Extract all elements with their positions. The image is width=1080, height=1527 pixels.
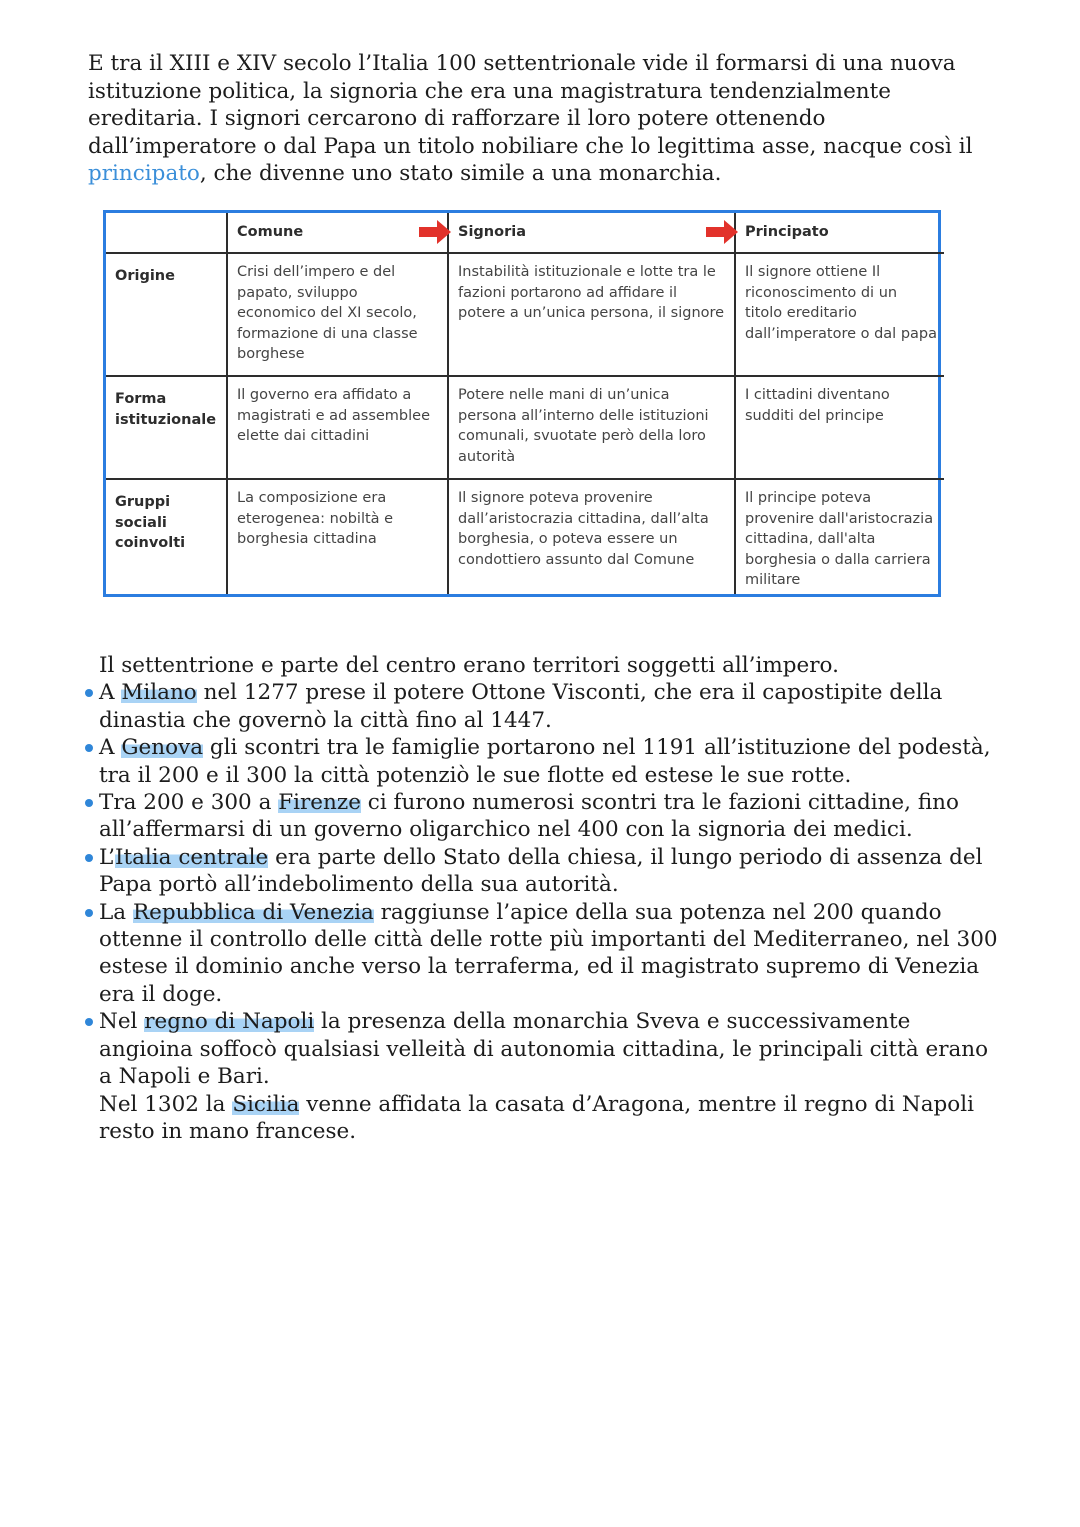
list-item xyxy=(86,899,1006,1009)
table-row xyxy=(106,479,944,594)
bullet-icon xyxy=(85,799,93,807)
arrow-right-icon xyxy=(706,220,738,244)
item-prefix: La xyxy=(99,899,133,925)
item-text: ci furono numerosi scontri tra le fazioni cittadine, fino all’affermarsi di un governo oligarchico nel 400 con la signoria dei medici. xyxy=(99,790,959,843)
item-prefix: Tra 200 e 300 a xyxy=(99,790,279,816)
highlight-napoli: regno di Napoli xyxy=(144,1009,315,1035)
item-text: nel 1277 prese il potere Ottone Visconti, che era il capostipite della dinastia che governò la città fino al 1447. xyxy=(99,680,943,733)
cell-gruppi-signoria: Il signore poteva provenire dall’aristocrazia cittadina, dall’alta borghesia, o poteva essere un condottiero assunto dal Comune xyxy=(448,479,735,594)
intro-text: E tra il XIII e XIV secolo l’Italia 100 settentrionale vide il formarsi di una nuova istituzione politica, la signoria che era una magistratura tendenzialmente ereditaria. I signori cercarono di rafforzare il loro potere ottenendo dall’imperatore o dal Papa un titolo nobiliare che lo legittima asse, nacque così il xyxy=(88,51,973,159)
item-prefix: Nel xyxy=(99,1009,145,1035)
comparison-table xyxy=(103,210,941,597)
bullet-icon xyxy=(85,1018,93,1026)
row-label-forma: Forma istituzionale xyxy=(106,376,227,479)
table-row xyxy=(106,253,944,376)
header-empty-cell xyxy=(106,213,227,253)
cell-gruppi-comune: La composizione era eterogenea: nobiltà e borghesia cittadina xyxy=(227,479,448,594)
list-item xyxy=(86,734,1006,789)
highlight-italia-centrale: Italia centrale xyxy=(114,844,269,870)
cell-origine-comune: Crisi dell’impero e del papato, sviluppo economico del XI secolo, formazione di una classe borghese xyxy=(227,253,448,376)
bullet-icon xyxy=(85,854,93,862)
arrow-right-icon xyxy=(419,220,451,244)
principato-link-text: principato xyxy=(88,161,200,186)
table-row xyxy=(106,376,944,479)
highlight-genova: Genova xyxy=(121,735,204,761)
list-item xyxy=(86,789,1006,844)
closing-text: venne affidata la casata d’Aragona, mentre il regno di Napoli resto in mano francese. xyxy=(99,1091,974,1144)
cell-gruppi-principato: Il principe poteva provenire dall'aristocrazia cittadina, dall'alta borghesia o dalla carriera militare xyxy=(735,479,944,594)
header-principato: Principato xyxy=(735,213,944,253)
bullet-icon xyxy=(85,744,93,752)
item-text: gli scontri tra le famiglie portarono nel 1191 all’istituzione del podestà, tra il 200 e il 300 la città potenziò le sue flotte ed estese le sue rotte. xyxy=(99,735,991,788)
closing-paragraph xyxy=(86,1091,1006,1146)
regions-list xyxy=(86,679,1006,1090)
table-header-row xyxy=(106,213,944,253)
item-text: raggiunse l’apice della sua potenza nel 200 quando ottenne il controllo delle città delle rotte più importanti del Mediterraneo, nel 300 estese il dominio anche verso la terraferma, ed il magistrato supremo di Venezia era il doge. xyxy=(99,899,998,1007)
body-intro-line: Il settentrione e parte del centro erano territori soggetti all’impero. xyxy=(99,653,839,678)
header-signoria: Signoria xyxy=(448,213,735,253)
list-item xyxy=(86,679,1006,734)
regional-notes xyxy=(86,652,1006,1145)
bullet-icon xyxy=(85,689,93,697)
row-label-gruppi: Gruppi sociali coinvolti xyxy=(106,479,227,594)
cell-origine-principato: Il signore ottiene Il riconoscimento di un titolo ereditario dall’imperatore o dal papa xyxy=(735,253,944,376)
bullet-icon xyxy=(85,909,93,917)
cell-origine-signoria: Instabilità istituzionale e lotte tra le fazioni portarono ad affidare il potere a un’unica persona, il signore xyxy=(448,253,735,376)
highlight-milano: Milano xyxy=(121,680,197,706)
item-prefix: A xyxy=(99,680,122,706)
highlight-firenze: Firenze xyxy=(278,790,361,816)
intro-text-end: , che divenne uno stato simile a una monarchia. xyxy=(199,161,722,186)
highlight-sicilia: Sicilia xyxy=(232,1091,300,1117)
closing-prefix: Nel 1302 la xyxy=(99,1091,233,1117)
item-prefix: L’ xyxy=(99,844,115,870)
item-prefix: A xyxy=(99,735,122,761)
highlight-venezia: Repubblica di Venezia xyxy=(132,899,374,925)
header-comune: Comune xyxy=(227,213,448,253)
item-text: era parte dello Stato della chiesa, il lungo periodo di assenza del Papa portò all’indebolimento della sua autorità. xyxy=(99,844,983,898)
cell-forma-comune: Il governo era affidato a magistrati e ad assemblee elette dai cittadini xyxy=(227,376,448,479)
cell-forma-signoria: Potere nelle mani di un’unica persona all’interno delle istituzioni comunali, svuotate però della loro autorità xyxy=(448,376,735,479)
row-label-origine: Origine xyxy=(106,253,227,376)
list-item xyxy=(86,844,1006,899)
comparison-grid xyxy=(106,213,944,594)
list-item xyxy=(86,1008,1006,1090)
intro-paragraph xyxy=(88,50,988,188)
item-text: la presenza della monarchia Sveva e successivamente angioina soffocò qualsiasi velleità di autonomia cittadina, le principali città erano a Napoli e Bari. xyxy=(99,1009,989,1090)
cell-forma-principato: I cittadini diventano sudditi del principe xyxy=(735,376,944,479)
